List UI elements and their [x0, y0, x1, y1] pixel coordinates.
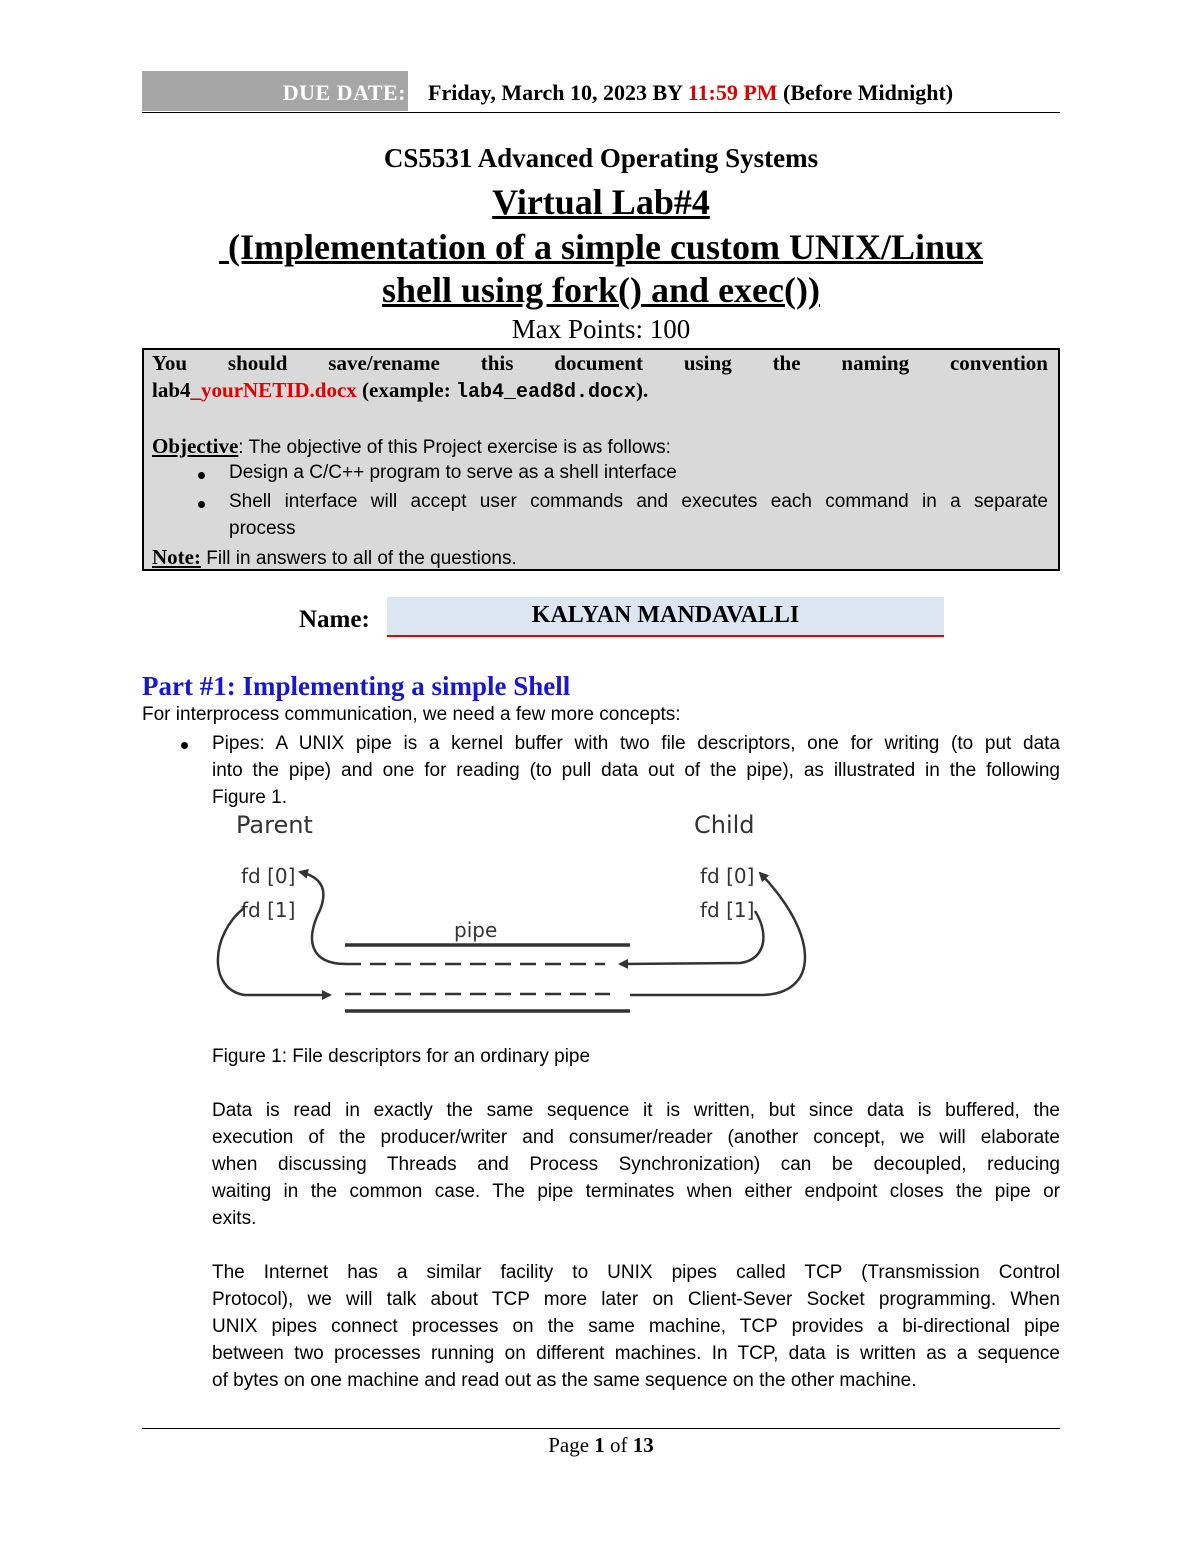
objective-label: Objective [152, 434, 239, 458]
footer-rule [142, 1428, 1060, 1429]
course-title: CS5531 Advanced Operating Systems [383, 143, 819, 173]
pipe-label: pipe [454, 918, 498, 942]
max-points: Max Points: 100 [511, 314, 691, 344]
page-prefix: Page [548, 1433, 595, 1457]
due-time: 11:59 PM [687, 80, 778, 105]
figure-caption: Figure 1: File descriptors for an ordinary pipe [212, 1046, 591, 1067]
note-label: Note: [152, 545, 201, 569]
page-current: 1 [594, 1433, 605, 1457]
save-instruction-line-2 [152, 378, 648, 404]
lab-title: Virtual Lab#4 [492, 182, 710, 222]
paragraph-line: execution of the producer/writer and consumer/reader (another concept, we will elaborate [212, 1127, 1060, 1148]
paragraph-line: Data is read in exactly the same sequence it is written, but since data is buffered, the [212, 1100, 1060, 1121]
lab-subtitle-line-2: shell using fork() and exec()) [382, 270, 820, 310]
objective-item: Shell interface will accept user commands and executes each command in a separate [229, 491, 1048, 512]
note-text: Fill in answers to all of the questions. [200, 548, 517, 569]
bullet-icon [198, 472, 205, 479]
pipes-text-line: Pipes: A UNIX pipe is a kernel buffer with two file descriptors, one for writing (to put data [212, 733, 1060, 754]
name-value[interactable]: KALYAN MANDAVALLI [531, 602, 800, 628]
page-total: 13 [632, 1433, 654, 1457]
paragraph-line: when discussing Threads and Process Synchronization) can be decoupled, reducing [212, 1154, 1060, 1175]
pipes-text-line: Figure 1. [212, 787, 287, 808]
paragraph-line: waiting in the common case. The pipe terminates when either endpoint closes the pipe or [212, 1181, 1060, 1202]
header-rule [142, 112, 1060, 113]
filename-prefix: lab4 [152, 378, 191, 402]
due-date-label: DUE DATE: [282, 80, 406, 105]
example-filename: lab4_ead8d.docx [455, 381, 636, 404]
paragraph-line: The Internet has a similar facility to UNIX pipes called TCP (Transmission Control [212, 1262, 1060, 1283]
example-open: (example: [356, 378, 456, 402]
lab-subtitle-line-1: (Implementation of a simple custom UNIX/Linux [218, 227, 983, 267]
page-of: of [604, 1433, 633, 1457]
child-fd1-label: fd [1] [700, 898, 755, 922]
bullet-icon [198, 501, 205, 508]
part1-heading: Part #1: Implementing a simple Shell [142, 671, 571, 701]
due-date-value [428, 80, 953, 106]
save-word: the [772, 351, 801, 375]
example-close: ). [635, 378, 649, 402]
due-date-suffix: (Before Midnight) [777, 80, 954, 105]
save-word: naming [841, 351, 910, 375]
objective-item: Design a C/C++ program to serve as a shell interface [229, 462, 677, 483]
save-instruction-line-1 [152, 351, 1048, 376]
parent-fd1-label: fd [1] [241, 898, 296, 922]
save-word: using [683, 351, 732, 375]
filename-netid: _yourNETID.docx [190, 378, 357, 402]
objective-item-continued: process [229, 518, 296, 539]
due-date-prefix: Friday, March 10, 2023 BY [428, 80, 688, 105]
save-word: convention [949, 351, 1048, 375]
objective-line [152, 434, 671, 459]
save-word: should [227, 351, 288, 375]
paragraph-line: UNIX pipes connect processes on the same machine, TCP provides a bi-directional pipe [212, 1316, 1060, 1337]
paragraph-line: Protocol), we will talk about TCP more later on Client-Sever Socket programming. When [212, 1289, 1060, 1310]
bullet-icon [181, 742, 188, 749]
pipe-diagram [200, 805, 840, 1030]
parent-read-arrow [300, 872, 346, 964]
note-line [152, 545, 517, 570]
page-number [142, 1433, 1060, 1458]
child-fd0-label: fd [0] [700, 864, 755, 888]
pipes-text-line: into the pipe) and one for reading (to pull data out of the pipe), as illustrated in the following [212, 760, 1060, 781]
name-label: Name: [299, 606, 370, 633]
save-word: this [480, 351, 514, 375]
parent-fd0-label: fd [0] [241, 864, 296, 888]
objective-text: : The objective of this Project exercise is as follows: [238, 437, 671, 458]
save-word: document [554, 351, 643, 375]
parent-label: Parent [236, 811, 313, 839]
part1-intro: For interprocess communication, we need a few more concepts: [142, 704, 681, 725]
save-word: save/rename [328, 351, 440, 375]
paragraph-line: between two processes running on different machines. In TCP, data is written as a sequence [212, 1343, 1060, 1364]
child-label: Child [694, 811, 755, 839]
paragraph-line: of bytes on one machine and read out as the same sequence on the other machine. [212, 1370, 917, 1391]
child-write-arrow [630, 873, 805, 995]
paragraph-line: exits. [212, 1208, 257, 1229]
save-word: You [152, 351, 188, 375]
